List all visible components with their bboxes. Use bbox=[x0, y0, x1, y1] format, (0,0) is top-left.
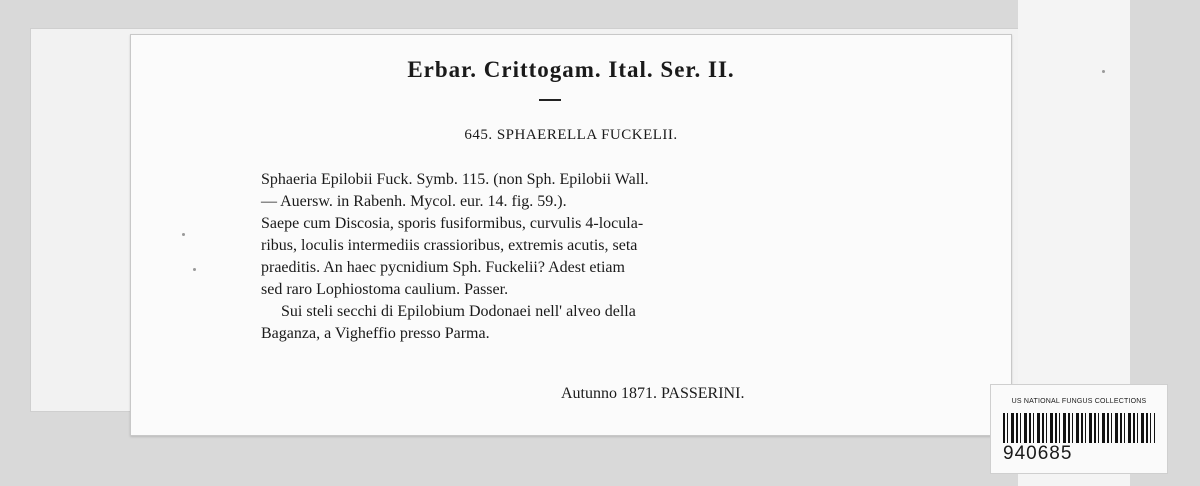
title-divider bbox=[539, 99, 561, 101]
description-line: sed raro Lophiostoma caulium. Passer. bbox=[261, 281, 509, 298]
barcode-organization: US NATIONAL FUNGUS COLLECTIONS bbox=[1011, 398, 1147, 405]
description-line: — Auersw. in Rabenh. Mycol. eur. 14. fig. 59.). bbox=[261, 193, 567, 210]
label-description bbox=[261, 169, 841, 345]
paper-speck bbox=[1102, 70, 1105, 73]
label-title: Erbar. Crittogam. Ital. Ser. II. bbox=[407, 57, 735, 82]
description-line: Saepe cum Discosia, sporis fusiformibus, curvulis 4-locula- bbox=[261, 215, 644, 232]
herbarium-label bbox=[130, 34, 1012, 436]
species-heading: 645. SPHAERELLA FUCKELII. bbox=[464, 127, 678, 143]
description-line: ribus, loculis intermediis crassioribus, extremis acutis, seta bbox=[261, 237, 638, 254]
description-line: praeditis. An haec pycnidium Sph. Fuckelii? Adest etiam bbox=[261, 259, 625, 276]
locality-line: Baganza, a Vigheffio presso Parma. bbox=[261, 325, 490, 342]
paper-speck bbox=[193, 268, 196, 271]
locality-line: Sui steli secchi di Epilobium Dodonaei nell' alveo della bbox=[281, 303, 636, 320]
collector-signature: Autunno 1871. PASSERINI. bbox=[561, 385, 745, 402]
paper-speck bbox=[182, 233, 185, 236]
barcode-number: 940685 bbox=[1003, 443, 1073, 464]
barcode-icon bbox=[1003, 413, 1155, 443]
barcode-label bbox=[990, 384, 1168, 474]
description-line: Sphaeria Epilobii Fuck. Symb. 115. (non Sph. Epilobii Wall. bbox=[261, 171, 649, 188]
